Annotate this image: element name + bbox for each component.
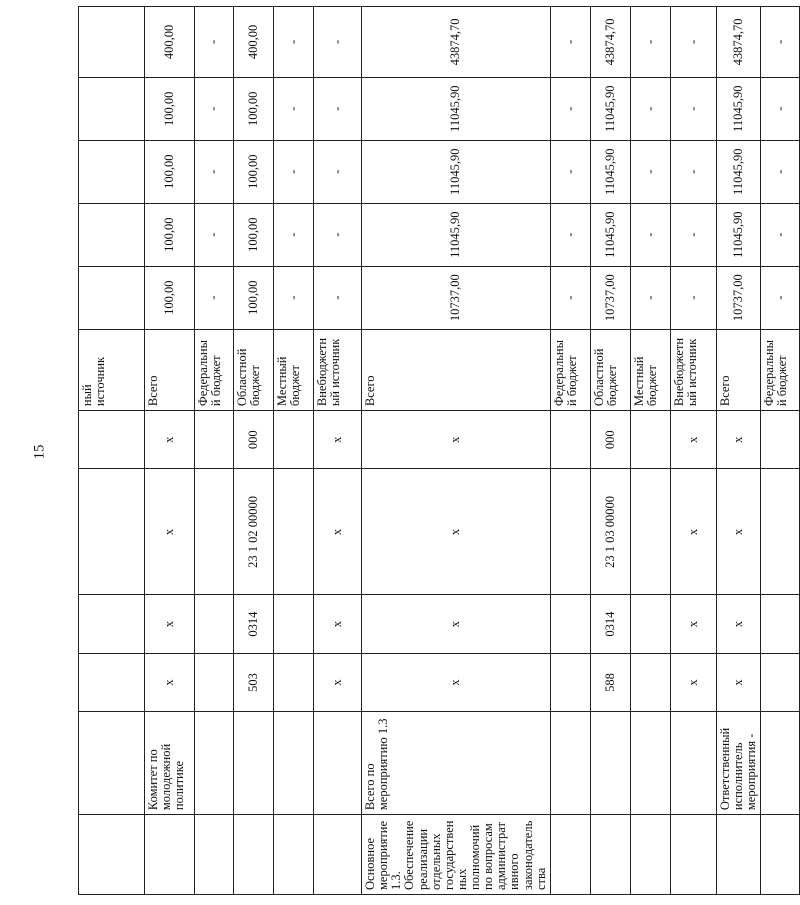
table-cell: - xyxy=(761,203,800,266)
table-cell: Внебюджетный источник xyxy=(314,329,362,410)
table-cell xyxy=(670,712,716,815)
table-cell: х xyxy=(716,469,760,595)
table-cell: - xyxy=(550,140,590,203)
table-cell: Всего xyxy=(716,329,760,410)
table-row xyxy=(761,7,800,895)
table-cell: х xyxy=(362,469,551,595)
table-cell: 11045,90 xyxy=(590,203,630,266)
table-cell: - xyxy=(314,77,362,140)
table-cell: х xyxy=(362,595,551,653)
table-cell: 43874,70 xyxy=(716,7,760,78)
table-cell xyxy=(79,595,145,653)
table-cell xyxy=(761,595,800,653)
table-cell: 588 xyxy=(590,653,630,711)
table-cell: - xyxy=(195,140,234,203)
table-cell xyxy=(670,815,716,895)
table-cell xyxy=(79,266,145,329)
table-cell: - xyxy=(670,140,716,203)
table-cell: 11045,90 xyxy=(716,77,760,140)
page-number: 15 xyxy=(31,444,48,460)
table-cell: х xyxy=(314,595,362,653)
table-cell: Всего xyxy=(362,329,551,410)
table-cell: - xyxy=(761,7,800,78)
table-cell: 11045,90 xyxy=(590,77,630,140)
table-row xyxy=(274,7,314,895)
table-cell xyxy=(195,411,234,469)
table-cell: 10737,00 xyxy=(590,266,630,329)
table-cell xyxy=(314,815,362,895)
table-cell: Основное мероприятие 1.3. Обеспечение реализации отдельных государственных полномочий по вопросам административного законодательства xyxy=(362,815,551,895)
table-cell xyxy=(195,595,234,653)
table-cell xyxy=(550,815,590,895)
table-body xyxy=(79,7,800,895)
table-row xyxy=(79,7,145,895)
table-cell: 100,00 xyxy=(145,77,195,140)
table-cell xyxy=(274,815,314,895)
table-cell: - xyxy=(630,266,670,329)
table-cell xyxy=(79,77,145,140)
table-cell xyxy=(79,469,145,595)
table-cell: 43874,70 xyxy=(362,7,551,78)
table-cell: - xyxy=(670,266,716,329)
table-cell xyxy=(590,815,630,895)
table-cell: х xyxy=(670,595,716,653)
table-cell: 11045,90 xyxy=(716,140,760,203)
table-cell: - xyxy=(195,7,234,78)
table-cell: х xyxy=(145,411,195,469)
table-cell: - xyxy=(670,77,716,140)
table-cell: х xyxy=(716,595,760,653)
table-cell: - xyxy=(630,77,670,140)
table-cell xyxy=(79,7,145,78)
table-cell xyxy=(234,815,274,895)
table-cell: х xyxy=(362,653,551,711)
table-cell xyxy=(274,595,314,653)
table-cell: х xyxy=(145,595,195,653)
table-cell: 000 xyxy=(234,411,274,469)
table-row xyxy=(550,7,590,895)
table-cell xyxy=(79,712,145,815)
table-cell: - xyxy=(550,7,590,78)
table-cell: 100,00 xyxy=(145,140,195,203)
table-row xyxy=(145,7,195,895)
table-cell xyxy=(716,815,760,895)
table-cell: - xyxy=(630,7,670,78)
table-cell: 000 xyxy=(590,411,630,469)
table-cell: 10737,00 xyxy=(716,266,760,329)
table-row xyxy=(234,7,274,895)
table-cell: - xyxy=(550,77,590,140)
table-cell xyxy=(274,411,314,469)
table-cell: 503 xyxy=(234,653,274,711)
table-cell: х xyxy=(145,469,195,595)
table-cell: 10737,00 xyxy=(362,266,551,329)
table-cell: - xyxy=(314,266,362,329)
table-cell: 100,00 xyxy=(234,266,274,329)
table-cell: Областной бюджет xyxy=(234,329,274,410)
table-cell xyxy=(145,815,195,895)
table-cell xyxy=(550,411,590,469)
table-cell: х xyxy=(362,411,551,469)
table-cell: 11045,90 xyxy=(362,77,551,140)
table-cell xyxy=(630,815,670,895)
table-cell xyxy=(274,653,314,711)
table-cell xyxy=(761,712,800,815)
table-cell: 23 1 02 00000 xyxy=(234,469,274,595)
table-cell: - xyxy=(314,7,362,78)
table-cell: х xyxy=(670,653,716,711)
table-cell: 43874,70 xyxy=(590,7,630,78)
table-cell: 11045,90 xyxy=(590,140,630,203)
table-cell xyxy=(79,411,145,469)
table-cell: х xyxy=(670,469,716,595)
table-cell xyxy=(550,712,590,815)
table-cell xyxy=(761,469,800,595)
table-cell: - xyxy=(195,266,234,329)
table-cell: Всего по мероприятию 1.3 xyxy=(362,712,551,815)
table-cell xyxy=(195,815,234,895)
table-cell: Федеральный бюджет xyxy=(761,329,800,410)
table-cell: - xyxy=(761,140,800,203)
table-cell: - xyxy=(630,203,670,266)
table-cell: 100,00 xyxy=(234,77,274,140)
table-cell: - xyxy=(274,77,314,140)
table-cell: Областной бюджет xyxy=(590,329,630,410)
table-cell: - xyxy=(550,203,590,266)
table-cell: - xyxy=(314,203,362,266)
table-cell: 11045,90 xyxy=(362,203,551,266)
table-cell: Федеральный бюджет xyxy=(550,329,590,410)
table-cell: 100,00 xyxy=(145,266,195,329)
table-cell: 23 1 03 00000 xyxy=(590,469,630,595)
table-cell: - xyxy=(195,77,234,140)
table-cell: - xyxy=(761,77,800,140)
table-cell: - xyxy=(314,140,362,203)
table-cell: 11045,90 xyxy=(716,203,760,266)
table-cell xyxy=(550,653,590,711)
table-cell: 100,00 xyxy=(234,203,274,266)
table-cell: Федеральный бюджет xyxy=(195,329,234,410)
table-cell: 11045,90 xyxy=(362,140,551,203)
table-cell xyxy=(314,712,362,815)
table-cell xyxy=(590,712,630,815)
table-cell: х xyxy=(314,653,362,711)
table-cell: - xyxy=(670,203,716,266)
table-cell: х xyxy=(716,411,760,469)
table-cell xyxy=(234,712,274,815)
table-cell: 400,00 xyxy=(234,7,274,78)
table-row xyxy=(362,7,551,895)
table-cell xyxy=(550,595,590,653)
table-row xyxy=(670,7,716,895)
table-cell: - xyxy=(274,7,314,78)
table-cell xyxy=(274,469,314,595)
table-cell: х xyxy=(314,411,362,469)
table-row xyxy=(590,7,630,895)
table-cell: - xyxy=(274,266,314,329)
table-cell xyxy=(630,469,670,595)
table-cell xyxy=(550,469,590,595)
table-cell xyxy=(195,469,234,595)
table-row xyxy=(314,7,362,895)
table-cell xyxy=(274,712,314,815)
table-cell: Внебюджетный источник xyxy=(670,329,716,410)
table-cell: - xyxy=(195,203,234,266)
table-cell: Всего xyxy=(145,329,195,410)
table-cell: 0314 xyxy=(590,595,630,653)
table-cell xyxy=(630,653,670,711)
table-cell xyxy=(195,653,234,711)
table-cell: - xyxy=(630,140,670,203)
table-cell: Комитет по молодежной политике xyxy=(145,712,195,815)
table-cell: Местный бюджет xyxy=(274,329,314,410)
table-cell xyxy=(79,203,145,266)
budget-table xyxy=(78,6,800,895)
table-cell: х xyxy=(716,653,760,711)
table-cell: 0314 xyxy=(234,595,274,653)
table-cell: х xyxy=(670,411,716,469)
table-cell xyxy=(761,653,800,711)
table-cell: ный источник xyxy=(79,329,145,410)
table-cell: - xyxy=(274,203,314,266)
table-row xyxy=(716,7,760,895)
table-cell xyxy=(79,653,145,711)
table-cell: - xyxy=(274,140,314,203)
table-row xyxy=(630,7,670,895)
table-cell: 400,00 xyxy=(145,7,195,78)
table-cell xyxy=(761,411,800,469)
table-cell xyxy=(630,712,670,815)
table-cell xyxy=(630,411,670,469)
table-cell: 100,00 xyxy=(234,140,274,203)
table-cell xyxy=(79,815,145,895)
table-cell xyxy=(761,815,800,895)
table-cell: - xyxy=(670,7,716,78)
table-cell: Ответственный исполнитель мероприятия - xyxy=(716,712,760,815)
table-cell xyxy=(195,712,234,815)
table-cell: - xyxy=(761,266,800,329)
table-cell: 100,00 xyxy=(145,203,195,266)
table-cell xyxy=(630,595,670,653)
table-cell: - xyxy=(550,266,590,329)
table-cell: х xyxy=(145,653,195,711)
table-cell xyxy=(79,140,145,203)
table-cell: х xyxy=(314,469,362,595)
table-cell: Местный бюджет xyxy=(630,329,670,410)
table-row xyxy=(195,7,234,895)
